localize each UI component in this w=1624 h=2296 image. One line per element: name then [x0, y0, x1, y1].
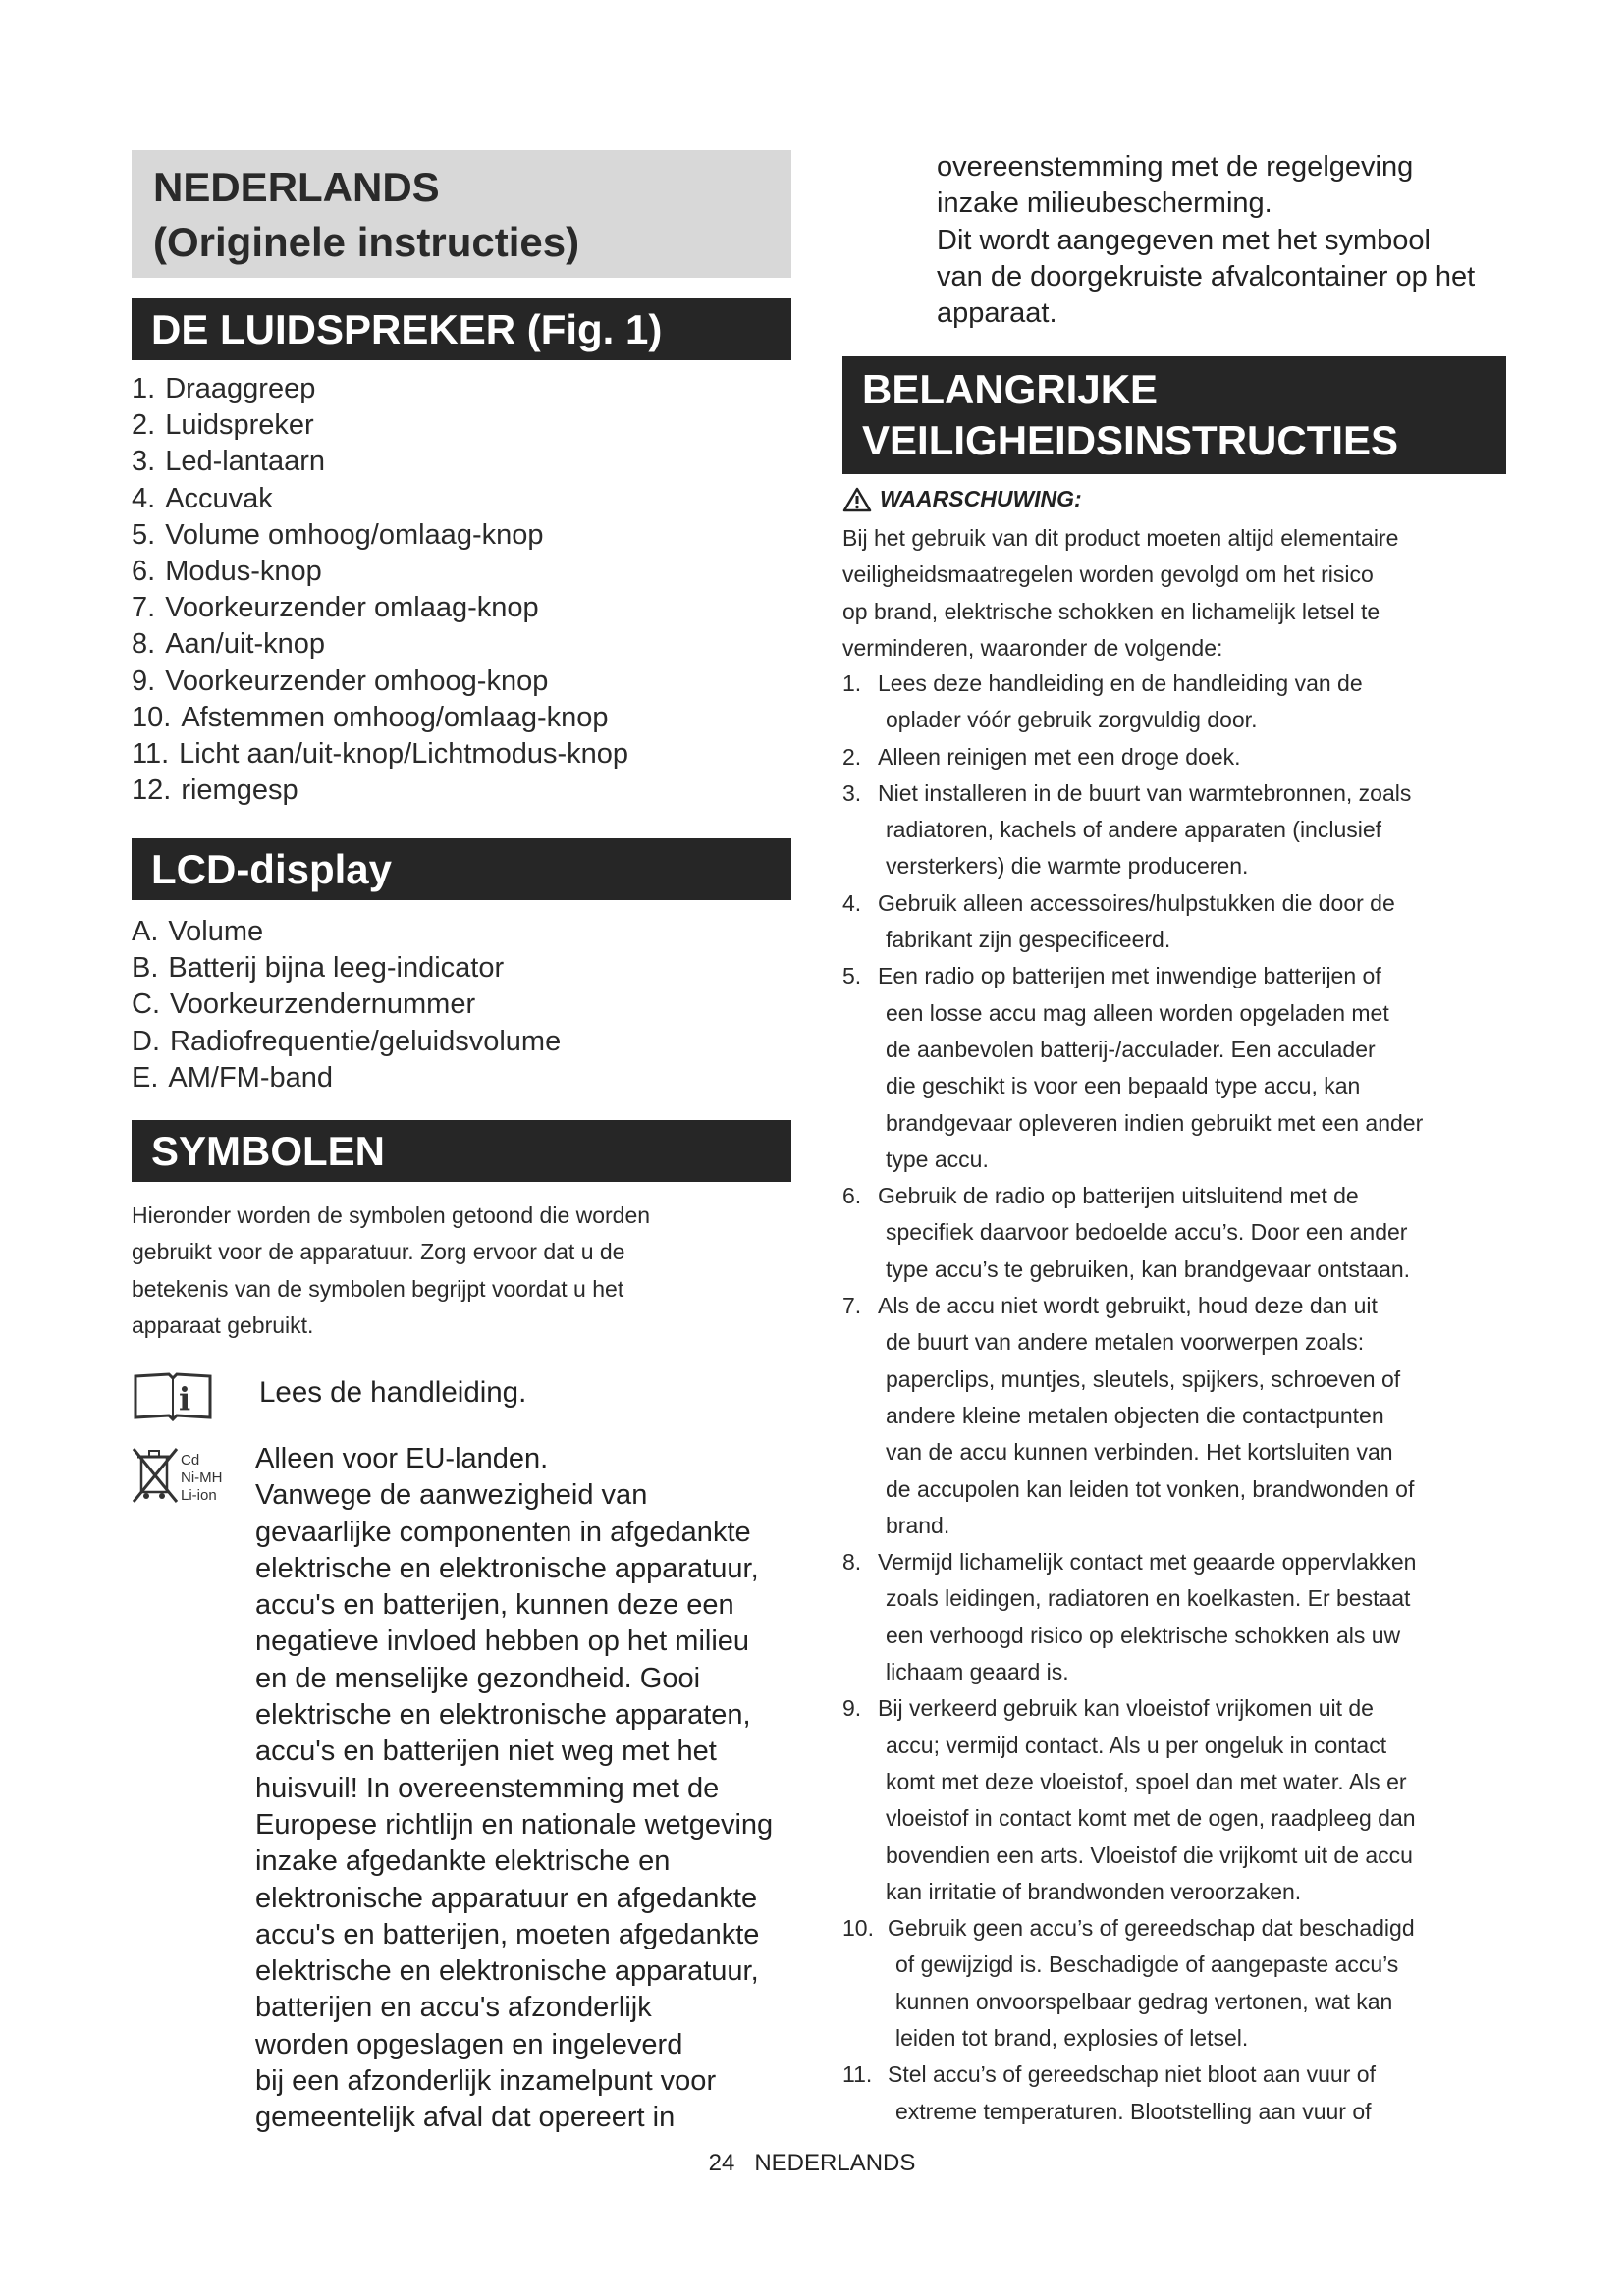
safety-item-line: Alleen reinigen met een droge doek.	[878, 743, 1241, 770]
manual-icon-glyph: i	[179, 1380, 191, 1417]
list-item-text: Afstemmen omhoog/omlaag-knop	[181, 701, 609, 733]
symbols-heading-text: SYMBOLEN	[151, 1127, 386, 1174]
safety-item-line: Gebruik geen accu’s of gereedschap dat beschadigd	[888, 1915, 1415, 1942]
safety-item-text	[888, 1910, 1415, 2056]
safety-item-line: Stel accu’s of gereedschap niet bloot aan vuur of	[888, 2061, 1376, 2088]
eu-text-line: bij een afzonderlijk inzamelpunt voor	[255, 2065, 717, 2098]
safety-item-line: brandgevaar opleveren indien gebruikt met een ander	[886, 1109, 1424, 1136]
eu-text-line: elektrische en elektronische apparatuur,	[255, 1552, 759, 1584]
safety-item-line: de accupolen kan leiden tot vonken, brandwonden of	[886, 1475, 1415, 1502]
list-item-text: Modus-knop	[165, 556, 322, 588]
list-item-text: Volume omhoog/omlaag-knop	[165, 518, 544, 551]
list-item-number: 7.	[132, 592, 156, 624]
safety-item-line: specifiek daarvoor bedoelde accu’s. Door een ander	[886, 1219, 1408, 1246]
safety-item	[842, 1288, 1506, 1544]
safety-item-text	[878, 1178, 1410, 1288]
list-item-number: 11.	[132, 738, 170, 771]
safety-item-number: 4.	[842, 889, 862, 916]
bin-label-liion: Li-ion	[181, 1487, 217, 1504]
footer-language: NEDERLANDS	[754, 2150, 916, 2176]
safety-item-line: type accu’s te gebruiken, kan brandgevaar ontstaan.	[886, 1255, 1411, 1282]
list-item	[132, 444, 628, 480]
safety-item-text	[878, 775, 1411, 885]
safety-item-number: 2.	[842, 743, 862, 770]
read-manual-text: Lees de handleiding.	[259, 1376, 527, 1409]
lcd-items-list	[132, 914, 561, 1096]
warning-triangle-icon	[842, 487, 872, 512]
safety-item-line: andere kleine metalen objecten die contactpunten	[886, 1402, 1384, 1428]
eu-text-line: negatieve invloed hebben op het milieu	[255, 1626, 750, 1658]
safety-item	[842, 885, 1506, 959]
list-item	[132, 987, 561, 1023]
safety-item-number: 1.	[842, 670, 862, 696]
safety-item-text	[878, 1690, 1416, 1910]
safety-item	[842, 775, 1506, 885]
safety-item-line: Bij verkeerd gebruik kan vloeistof vrijkomen uit de	[878, 1695, 1374, 1722]
safety-instructions-list	[842, 666, 1506, 2130]
intro-text-line: veiligheidsmaatregelen worden gevolgd om het risico	[842, 561, 1374, 588]
safety-item-text	[878, 1544, 1416, 1690]
safety-item-number: 8.	[842, 1549, 862, 1575]
safety-item-number: 3.	[842, 779, 862, 806]
warning-label-text: WAARSCHUWING:	[880, 486, 1082, 511]
disposal-text-line: apparaat.	[937, 297, 1057, 330]
list-item-number: 6.	[132, 556, 156, 588]
safety-item	[842, 1178, 1506, 1288]
eu-text-line: elektronische apparatuur en afgedankte	[255, 1882, 758, 1914]
safety-item-line: versterkers) die warmte produceren.	[886, 853, 1249, 880]
list-item	[132, 700, 628, 736]
safety-item-line: Als de accu niet wordt gebruikt, houd deze dan uit	[878, 1293, 1378, 1319]
list-item-number: 2.	[132, 409, 156, 442]
read-manual-icon	[132, 1370, 214, 1428]
list-item-text: Aan/uit-knop	[165, 628, 326, 661]
list-item-number: D.	[132, 1025, 160, 1057]
eu-text-line: en de menselijke gezondheid. Gooi	[255, 1662, 701, 1694]
safety-item-line: een losse accu mag alleen worden opgeladen met	[886, 999, 1389, 1026]
bin-label-cd: Cd	[181, 1452, 200, 1468]
symbols-intro-line: apparaat gebruikt.	[132, 1311, 314, 1338]
safety-item-line: radiatoren, kachels of andere apparaten (inclusief	[886, 817, 1382, 843]
crossed-out-bin-icon	[132, 1445, 240, 1515]
list-item-text: AM/FM-band	[168, 1061, 334, 1094]
list-item-text: Licht aan/uit-knop/Lichtmodus-knop	[179, 738, 628, 771]
page-footer	[0, 2150, 1624, 2177]
safety-item-text	[878, 739, 1241, 775]
safety-item-line: een verhoogd risico op elektrische schokken als uw	[886, 1622, 1401, 1648]
safety-item	[842, 739, 1506, 775]
safety-item-line: Lees deze handleiding en de handleiding van de	[878, 670, 1363, 696]
warning-label	[842, 486, 1082, 512]
safety-item-line: kan irritatie of brandwonden veroorzaken.	[886, 1878, 1302, 1904]
safety-item-line: die geschikt is voor een bepaald type accu, kan	[886, 1073, 1361, 1099]
bin-label-nimh: Ni-MH	[181, 1469, 223, 1486]
list-item-text: Accuvak	[165, 482, 273, 514]
safety-item-line: komt met deze vloeistof, spoel dan met water. Als er	[886, 1768, 1407, 1794]
list-item-text: Volume	[168, 916, 264, 947]
safety-item-number: 5.	[842, 963, 862, 989]
safety-item-line: Gebruik de radio op batterijen uitsluitend met de	[878, 1183, 1359, 1209]
list-item-text: Voorkeurzender omhoog-knop	[165, 665, 549, 697]
speaker-heading	[132, 298, 791, 360]
list-item	[132, 590, 628, 626]
list-item-text: Led-lantaarn	[165, 446, 326, 478]
list-item-text: Voorkeurzender omlaag-knop	[165, 592, 539, 624]
list-item	[132, 407, 628, 444]
safety-item-line: Niet installeren in de buurt van warmtebronnen, zoals	[878, 779, 1412, 806]
list-item	[132, 1024, 561, 1060]
eu-text-line: Alleen voor EU-landen.	[255, 1443, 549, 1474]
intro-text-line: verminderen, waaronder de volgende:	[842, 634, 1223, 661]
symbols-heading	[132, 1120, 791, 1182]
list-item	[132, 481, 628, 517]
list-item	[132, 773, 628, 809]
list-item-text: Voorkeurzendernummer	[170, 988, 476, 1021]
eu-text-line: accu's en batterijen niet weg met het	[255, 1735, 717, 1768]
safety-heading-line: BELANGRIJKE	[862, 366, 1159, 412]
safety-item-line: brand.	[886, 1512, 950, 1538]
lcd-heading	[132, 838, 791, 900]
disposal-text-line: Dit wordt aangegeven met het symbool	[937, 224, 1431, 256]
list-item-number: 4.	[132, 482, 156, 514]
safety-item-line: Gebruik alleen accessoires/hulpstukken die door de	[878, 889, 1395, 916]
safety-heading	[842, 356, 1506, 474]
list-item	[132, 554, 628, 590]
eu-text-line: gemeentelijk afval dat opereert in	[255, 2102, 676, 2134]
safety-intro	[842, 520, 1398, 667]
list-item-number: 9.	[132, 665, 156, 697]
safety-item	[842, 1690, 1506, 1910]
lcd-heading-text: LCD-display	[151, 845, 393, 892]
safety-item	[842, 1910, 1506, 2056]
safety-item-line: vloeistof in contact komt met de ogen, raadpleeg dan	[886, 1805, 1416, 1832]
eu-text-line: huisvuil! In overeenstemming met de	[255, 1772, 720, 1804]
speaker-parts-list	[132, 371, 628, 809]
eu-text-line: gevaarlijke componenten in afgedankte	[255, 1516, 751, 1548]
safety-item-line: oplader vóór gebruik zorgvuldig door.	[886, 707, 1258, 733]
safety-item-line: de aanbevolen batterij-/acculader. Een acculader	[886, 1036, 1376, 1062]
title-language: NEDERLANDS	[153, 164, 440, 210]
list-item	[132, 664, 628, 700]
disposal-text-line: van de doorgekruiste afvalcontainer op het	[937, 260, 1476, 293]
safety-item	[842, 958, 1506, 1178]
page-number: 24	[708, 2150, 735, 2176]
safety-item-line: paperclips, muntjes, sleutels, spijkers, schroeven of	[886, 1365, 1401, 1392]
symbols-intro-line: betekenis van de symbolen begrijpt voordat u het	[132, 1275, 624, 1302]
safety-item-number: 9.	[842, 1695, 862, 1722]
list-item	[132, 1060, 561, 1096]
list-item-number: 3.	[132, 446, 156, 478]
safety-item-line: lichaam geaard is.	[886, 1659, 1069, 1685]
title-subtitle: (Originele instructies)	[153, 219, 580, 265]
disposal-text-line: inzake milieubescherming.	[937, 187, 1272, 220]
eu-text-line: Europese richtlijn en nationale wetgeving	[255, 1808, 774, 1841]
safety-item-line: de buurt van andere metalen voorwerpen zoals:	[886, 1329, 1365, 1356]
safety-item	[842, 2056, 1506, 2130]
disposal-continuation	[937, 149, 1475, 332]
safety-heading-line: VEILIGHEIDSINSTRUCTIES	[862, 417, 1399, 463]
intro-text-line: op brand, elektrische schokken en lichamelijk letsel te	[842, 598, 1380, 624]
intro-text-line: Bij het gebruik van dit product moeten altijd elementaire	[842, 525, 1399, 551]
list-item	[132, 914, 561, 950]
eu-text-line: elektrische en elektronische apparatuur,	[255, 1955, 759, 1988]
eu-text-line: Vanwege de aanwezigheid van	[255, 1479, 648, 1512]
list-item-text: Draaggreep	[165, 373, 316, 404]
safety-item-line: fabrikant zijn gespecificeerd.	[886, 927, 1171, 953]
speaker-heading-text: DE LUIDSPREKER (Fig. 1)	[151, 305, 663, 352]
eu-text-line: batterijen en accu's afzonderlijk	[255, 1992, 652, 2024]
list-item-text: Radiofrequentie/geluidsvolume	[170, 1025, 562, 1057]
safety-item-text	[878, 666, 1363, 739]
safety-item-text	[888, 2056, 1376, 2130]
symbols-intro-line: Hieronder worden de symbolen getoond die worden	[132, 1202, 651, 1228]
list-item	[132, 517, 628, 554]
list-item-number: 1.	[132, 373, 156, 404]
eu-text-line: accu's en batterijen, moeten afgedankte	[255, 1918, 760, 1950]
safety-item-text	[878, 1288, 1414, 1544]
eu-text-line: inzake afgedankte elektrische en	[255, 1845, 671, 1878]
list-item-number: E.	[132, 1061, 159, 1094]
safety-item-number: 10.	[842, 1915, 874, 1942]
list-item	[132, 950, 561, 987]
list-item-number: 10.	[132, 701, 172, 733]
safety-item	[842, 1544, 1506, 1690]
safety-item-line: extreme temperaturen. Blootstelling aan vuur of	[895, 2098, 1372, 2124]
safety-item-line: van de accu kunnen verbinden. Het kortsluiten van	[886, 1439, 1393, 1466]
eu-text-line: worden opgeslagen en ingeleverd	[255, 2028, 683, 2060]
eu-disposal-text	[255, 1441, 805, 2137]
safety-item-line: of gewijzigd is. Beschadigde of aangepaste accu’s	[895, 1951, 1399, 1978]
eu-text-line: elektrische en elektronische apparaten,	[255, 1699, 751, 1732]
list-item-number: C.	[132, 988, 160, 1021]
safety-item-line: Een radio op batterijen met inwendige batterijen of	[878, 963, 1381, 989]
safety-item-line: bovendien een arts. Vloeistof die vrijkomt uit de accu	[886, 1842, 1413, 1868]
safety-item-line: type accu.	[886, 1146, 989, 1172]
safety-item-number: 7.	[842, 1293, 862, 1319]
symbols-intro	[132, 1198, 650, 1344]
list-item-number: 8.	[132, 628, 156, 661]
safety-item-text	[878, 958, 1423, 1178]
list-item	[132, 371, 628, 407]
safety-item-number: 11.	[842, 2061, 873, 2088]
safety-item	[842, 666, 1506, 739]
safety-item-text	[878, 885, 1395, 959]
symbols-intro-line: gebruikt voor de apparatuur. Zorg ervoor dat u de	[132, 1239, 625, 1265]
safety-item-line: Vermijd lichamelijk contact met geaarde oppervlakken	[878, 1549, 1417, 1575]
eu-text-line: accu's en batterijen, kunnen deze een	[255, 1589, 734, 1622]
safety-item-line: accu; vermijd contact. Als u per ongeluk in contact	[886, 1732, 1387, 1758]
safety-item-line: zoals leidingen, radiatoren en koelkasten. Er bestaat	[886, 1585, 1411, 1612]
list-item-text: Batterij bijna leeg-indicator	[168, 952, 505, 985]
list-item-number: 5.	[132, 518, 156, 551]
list-item	[132, 626, 628, 663]
list-item-number: 12.	[132, 774, 172, 807]
safety-item-line: leiden tot brand, explosies of letsel.	[895, 2024, 1249, 2051]
list-item-text: riemgesp	[181, 774, 298, 807]
disposal-text-line: overeenstemming met de regelgeving	[937, 151, 1414, 183]
safety-item-line: kunnen onvoorspelbaar gedrag vertonen, wat kan	[895, 1988, 1393, 2014]
safety-item-number: 6.	[842, 1183, 862, 1209]
list-item-number: A.	[132, 916, 159, 947]
list-item	[132, 736, 628, 773]
document-title	[132, 150, 791, 278]
list-item-number: B.	[132, 952, 159, 985]
list-item-text: Luidspreker	[165, 409, 314, 442]
